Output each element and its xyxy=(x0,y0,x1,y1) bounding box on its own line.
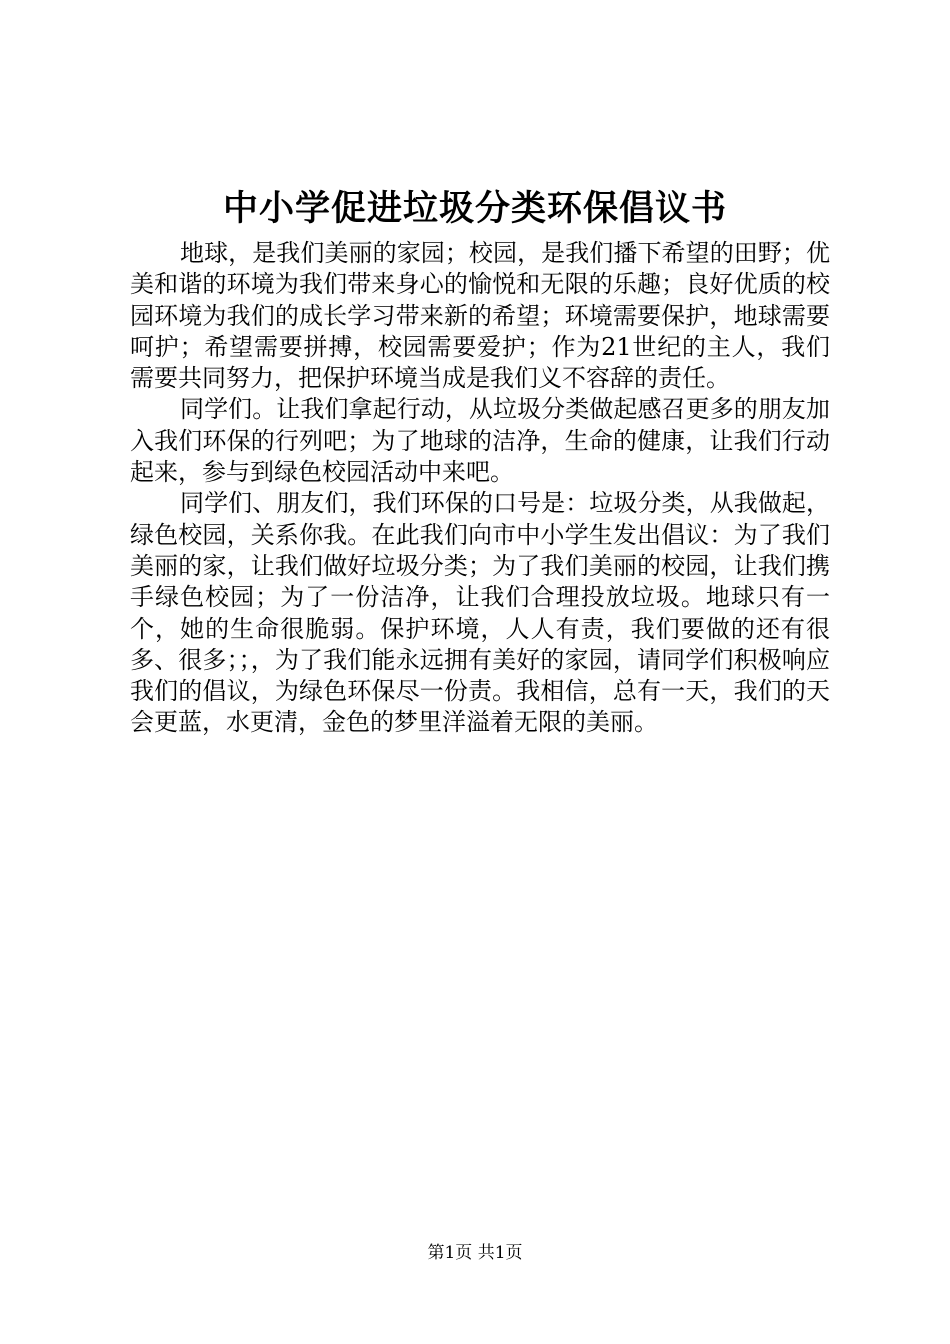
paragraph-3: 同学们、朋友们，我们环保的口号是：垃圾分类，从我做起，绿色校园，关系你我。在此我们向市中小学生发出倡议：为了我们美丽的家，让我们做好垃圾分类；为了我们美丽的校园，让我们携手绿色校园；为了一份洁净，让我们合理投放垃圾。地球只有一个，她的生命很脆弱。保护环境，人人有责，我们要做的还有很多、很多；；，为了我们能永远拥有美好的家园，请同学们积极响应我们的倡议，为绿色环保尽一份责。我相信，总有一天，我们的天会更蓝，水更清，金色的梦里洋溢着无限的美丽。 xyxy=(130,489,830,737)
page-footer: 第1页 共1页 xyxy=(427,1243,523,1263)
paragraph-2: 同学们。让我们拿起行动，从垃圾分类做起感召更多的朋友加入我们环保的行列吧；为了地球的洁净，生命的健康，让我们行动起来，参与到绿色校园活动中来吧。 xyxy=(130,395,830,487)
document-title: 中小学促进垃圾分类环保倡议书 xyxy=(222,188,727,229)
document-body xyxy=(130,238,830,739)
paragraph-1: 地球，是我们美丽的家园；校园，是我们播下希望的田野；优美和谐的环境为我们带来身心的愉悦和无限的乐趣；良好优质的校园环境为我们的成长学习带来新的希望；环境需要保护，地球需要呵护；希望需要拼搏，校园需要爱护；作为21世纪的主人，我们需要共同努力，把保护环境当成是我们义不容辞的责任。 xyxy=(130,239,830,393)
